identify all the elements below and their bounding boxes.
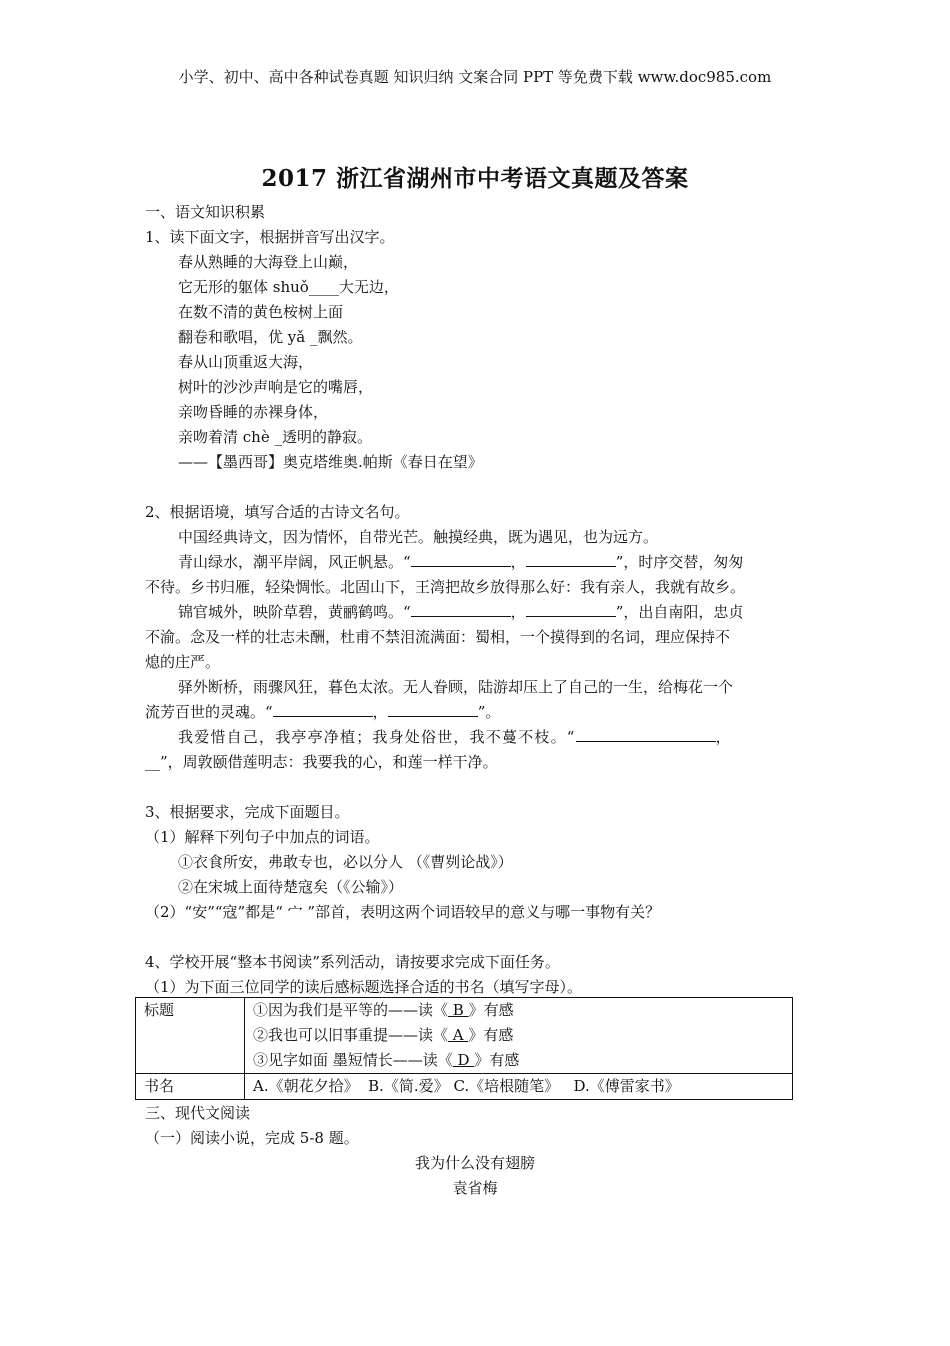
story-author: 袁省梅 [452, 1179, 498, 1197]
paragraph: 熄的庄严。 [145, 653, 221, 671]
title-text: 》有感 [474, 1051, 520, 1069]
separator: ， [372, 703, 388, 721]
sub-question: （一）阅读小说，完成 5-8 题。 [145, 1129, 359, 1147]
paragraph-text: ”。 [477, 703, 501, 721]
poem-line: 春从山顶重返大海， [178, 353, 314, 371]
books-cell: A.《朝花夕拾》 B.《简.爱》 C.《培根随笔》 D.《傅雷家书》 [245, 1074, 793, 1100]
answer-blank[interactable] [411, 550, 511, 567]
title-item [253, 1048, 784, 1073]
section-heading-3: 三、现代文阅读 [145, 1104, 251, 1122]
question-4-stem: 4、学校开展“整本书阅读”系列活动，请按要求完成下面任务。 [145, 953, 560, 971]
paragraph-text: __” [145, 753, 168, 771]
paragraph-text: 流芳百世的灵魂。“ [145, 703, 273, 721]
poem-line: 亲吻昏睡的赤裸身体， [178, 403, 329, 421]
row-label: 标题 [136, 998, 245, 1074]
answer-blank[interactable] [526, 600, 616, 617]
sub-question: （1）为下面三位同学的读后感标题选择合适的书名（填写字母）。 [145, 978, 583, 996]
paragraph-with-blanks [178, 600, 743, 625]
sub-item: ②在宋城上面待楚寇矣（《公输》） [178, 878, 404, 896]
title-text: ①因为我们是平等的——读《 [253, 1001, 449, 1019]
paragraph-with-blanks [145, 700, 500, 725]
poem-line: 翻卷和歌唱，优 yǎ _飘然。 [178, 328, 363, 346]
paragraph-with-blanks [178, 725, 732, 750]
section-heading-1: 一、语文知识积累 [145, 203, 266, 221]
story-title: 我为什么没有翅膀 [414, 1154, 535, 1172]
page-title: 2017 浙江省湖州市中考语文真题及答案 [261, 165, 689, 192]
paragraph: 不待。乡书归雁，轻染惆怅。北固山下，王湾把故乡放得那么好：我有亲人，我就有故乡。 [145, 578, 746, 596]
paragraph-text: 锦官城外，映阶草碧，黄鹂鹤鸣。“ [178, 603, 411, 621]
poem-line: 树叶的沙沙声响是它的嘴唇， [178, 378, 374, 396]
poem-line: 它无形的躯体 shuǒ____大无边， [178, 278, 399, 296]
paragraph-text: 青山绿水，潮平岸阔，风正帆悬。“ [178, 553, 411, 571]
paragraph-with-blanks [178, 550, 743, 575]
paragraph-text: 我爱惜自己，我亭亭净植；我身处俗世，我不蔓不枝。“ [178, 728, 576, 746]
answer-blank[interactable] [526, 550, 616, 567]
question-1-stem: 1、读下面文字，根据拼音写出汉字。 [145, 228, 395, 246]
paragraph-text: ”，出自南阳，忠贞 [615, 603, 744, 621]
paragraph: 驿外断桥，雨骤风狂，暮色太浓。无人眷顾，陆游却压上了自己的一生，给梅花一个 [178, 678, 734, 696]
paragraph: 中国经典诗文，因为情怀，自带光芒。触摸经典，既为遇见，也为远方。 [178, 528, 659, 546]
sub-question: （1）解释下列句子中加点的词语。 [145, 828, 380, 846]
answer-letter: B [448, 1001, 469, 1019]
separator: ， [510, 603, 526, 621]
answer-letter: D [452, 1051, 475, 1069]
separator: ， [510, 553, 526, 571]
table-row [136, 998, 793, 1074]
sub-item: ①衣食所安，弗敢专也，必以分人 （《曹刿论战》） [178, 853, 513, 871]
titles-cell [245, 998, 793, 1074]
answer-blank[interactable] [273, 700, 373, 717]
poem-line: 春从熟睡的大海登上山巅， [178, 253, 359, 271]
poem-line: 在数不清的黄色桉树上面 [178, 303, 344, 321]
title-text: ②我也可以旧事重提——读《 [253, 1026, 449, 1044]
title-item [253, 998, 784, 1023]
table-row [136, 1074, 793, 1100]
paragraph-text: ”，时序交替，匆匆 [615, 553, 744, 571]
poem-attribution: ——【墨西哥】奥克塔维奥.帕斯《春日在望》 [178, 453, 483, 471]
answer-letter: A [448, 1026, 469, 1044]
title-text: 》有感 [468, 1001, 514, 1019]
poem-line: 亲吻着清 chè _透明的静寂。 [178, 428, 372, 446]
sub-question: （2）“安”“寇”都是“ 宀 ”部首，表明这两个词语较早的意义与哪一事物有关？ [145, 903, 661, 921]
separator: ， [715, 728, 732, 746]
title-item [253, 1023, 784, 1048]
answer-blank[interactable] [411, 600, 511, 617]
book-title-table [135, 997, 793, 1100]
question-2-stem: 2、根据语境，填写合适的古诗文名句。 [145, 503, 410, 521]
answer-blank[interactable] [576, 725, 716, 742]
question-3-stem: 3、根据要求，完成下面题目。 [145, 803, 350, 821]
row-label: 书名 [136, 1074, 245, 1100]
title-text: ③见字如面 墨短情长——读《 [253, 1051, 453, 1069]
paragraph-text: ，周敦颐借莲明志：我要我的心，和莲一样干净。 [167, 753, 498, 771]
paragraph: 不渝。念及一样的壮志未酬，杜甫不禁泪流满面：蜀相，一个摸得到的名词，理应保持不 [145, 628, 731, 646]
answer-blank[interactable] [388, 700, 478, 717]
title-text: 》有感 [468, 1026, 514, 1044]
site-header-line: 小学、初中、高中各种试卷真题 知识归纳 文案合同 PPT 等免费下载 www.doc985.com [178, 68, 772, 86]
paragraph-with-blanks [145, 750, 498, 775]
